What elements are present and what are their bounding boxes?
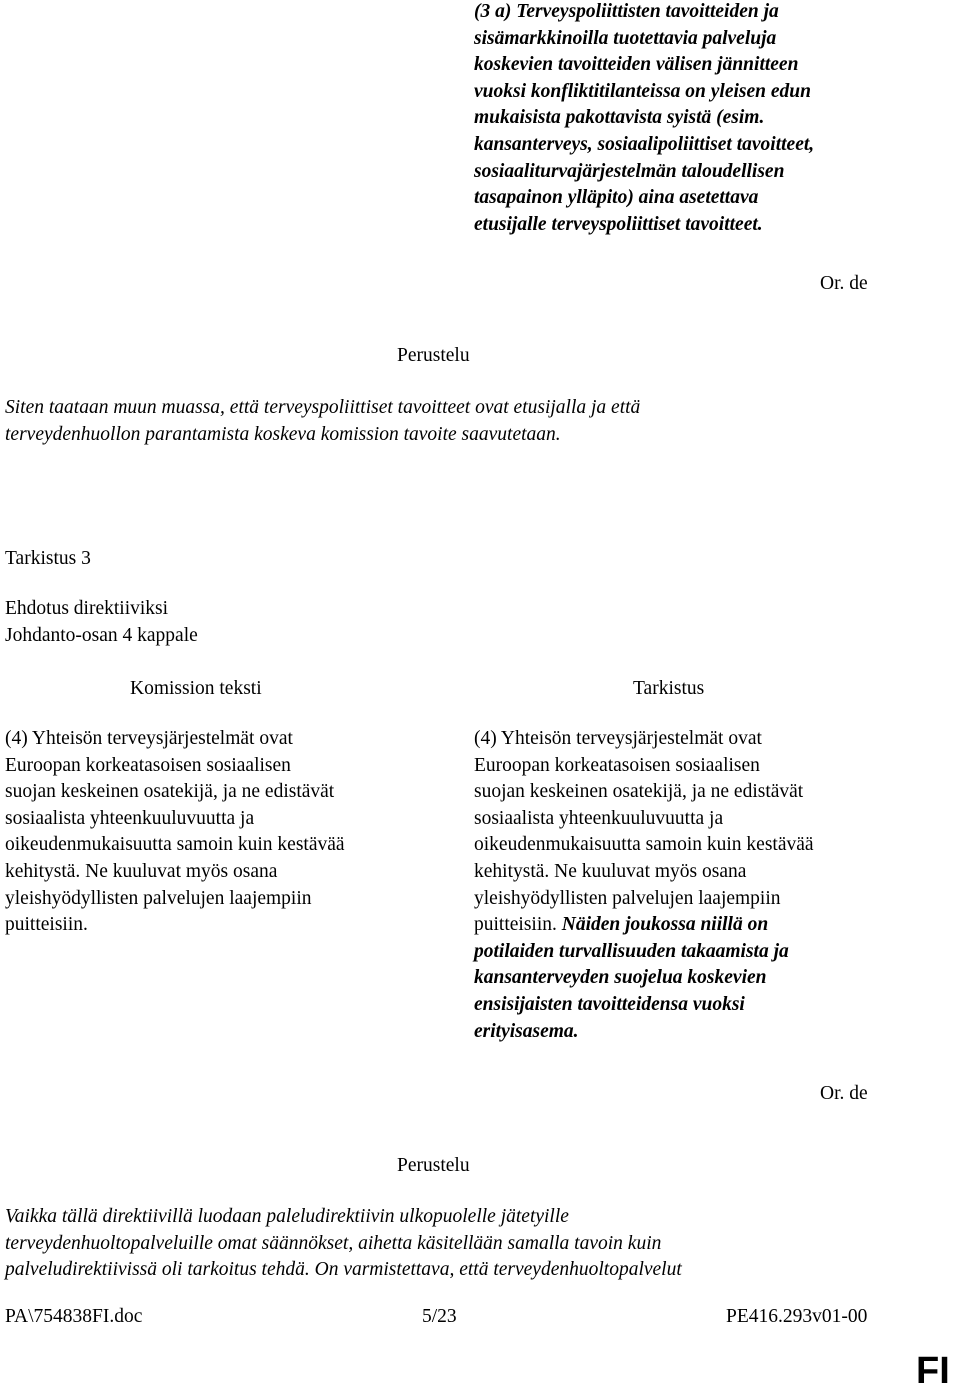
added-line: erityisasema. [474,1020,579,1042]
footer-pe-ref: PE416.293v01-00 [726,1306,868,1327]
commission-line: suojan keskeinen osatekijä, ja ne edistävät [5,781,335,803]
plain-fragment: puitteisiin. [474,914,562,936]
commission-line: oikeudenmukaisuutta samoin kuin kestävää [5,834,345,856]
amendment-column-line: kehitystä. Ne kuuluvat myös osana [474,860,747,882]
column-heading-commission: Komission teksti [130,678,262,699]
justification-line: terveydenhuoltopalveluille omat säännökset, aihetta käsitellään samalla tavoin kuin [5,1232,662,1254]
amendment-column-line: oikeudenmukaisuutta samoin kuin kestävää [474,834,814,856]
added-line: kansanterveyden suojelua koskevien [474,967,767,989]
amendment-line: sisämarkkinoilla tuotettavia palveluja [474,27,777,49]
commission-line: (4) Yhteisön terveysjärjestelmät ovat [5,728,293,749]
commission-line: kehitystä. Ne kuuluvat myös osana [5,860,278,882]
amendment-line: kansanterveys, sosiaalipoliittiset tavoitteet, [474,133,815,155]
amendment-line: vuoksi konfliktitilanteissa on yleisen edun [474,80,811,102]
added-line: potilaiden turvallisuuden takaamista ja [474,940,789,962]
footer-page-number: 5/23 [422,1306,457,1327]
amendment-line: tasapainon ylläpito) aina asetettava [474,187,759,209]
amendment-line: koskevien tavoitteiden välisen jännitteen [474,54,799,76]
proposal-title: Ehdotus direktiiviksi [5,598,169,619]
amendment-line: etusijalle terveyspoliittiset tavoitteet. [474,213,763,235]
commission-line: Euroopan korkeatasoisen sosiaalisen [5,754,291,776]
top-amendment-text [474,0,914,238]
amendment-column-line: (4) Yhteisön terveysjärjestelmät ovat [474,728,762,749]
commission-text [5,726,445,939]
added-line: ensisijaisten tavoitteidensa vuoksi [474,993,745,1015]
column-heading-amendment: Tarkistus [633,678,705,699]
amendment-line: (3 a) Terveyspoliittisten tavoitteiden ja [474,1,779,22]
footer-doc-ref: PA\754838FI.doc [5,1306,143,1327]
recital-title: Johdanto-osan 4 kappale [5,625,198,646]
justification-text [5,1204,915,1284]
justification-line: palveludirektiivissä oli tarkoitus tehdä. On varmistettava, että terveydenhuoltopalvelut [5,1259,682,1281]
justification-line: Vaikka tällä direktiivillä luodaan paleludirektiivin ulkopuolelle jätetyille [5,1206,569,1227]
original-language-label: Or. de [820,273,868,294]
amendment-line: sosiaaliturvajärjestelmän taloudellisen [474,160,785,182]
original-language-label: Or. de [820,1083,868,1104]
justification-text [5,395,905,448]
amendment-column-line: suojan keskeinen osatekijä, ja ne edistävät [474,781,804,803]
amendment-column-line: Euroopan korkeatasoisen sosiaalisen [474,754,760,776]
justification-line: Siten taataan muun muassa, että terveyspoliittiset tavoitteet ovat etusijalla ja että [5,397,641,418]
commission-line: puitteisiin. [5,914,88,936]
amendment-column-line: yleishyödyllisten palvelujen laajempiin [474,887,781,909]
amendment-title: Tarkistus 3 [5,548,91,569]
added-fragment: Näiden joukossa niillä on [561,914,769,936]
amendment-column-line: sosiaalista yhteenkuuluvuutta ja [474,807,724,829]
commission-line: yleishyödyllisten palvelujen laajempiin [5,887,312,909]
justification-line: terveydenhuollon parantamista koskeva komission tavoite saavutetaan. [5,423,561,445]
justification-heading: Perustelu [397,1155,470,1176]
amendment-line: mukaisista pakottavista syistä (esim. [474,107,765,129]
commission-line: sosiaalista yhteenkuuluvuutta ja [5,807,255,829]
justification-heading: Perustelu [397,345,470,366]
footer-language-code: FI [916,1350,950,1392]
amendment-text [474,726,914,1045]
amendment-column-line [474,912,914,939]
